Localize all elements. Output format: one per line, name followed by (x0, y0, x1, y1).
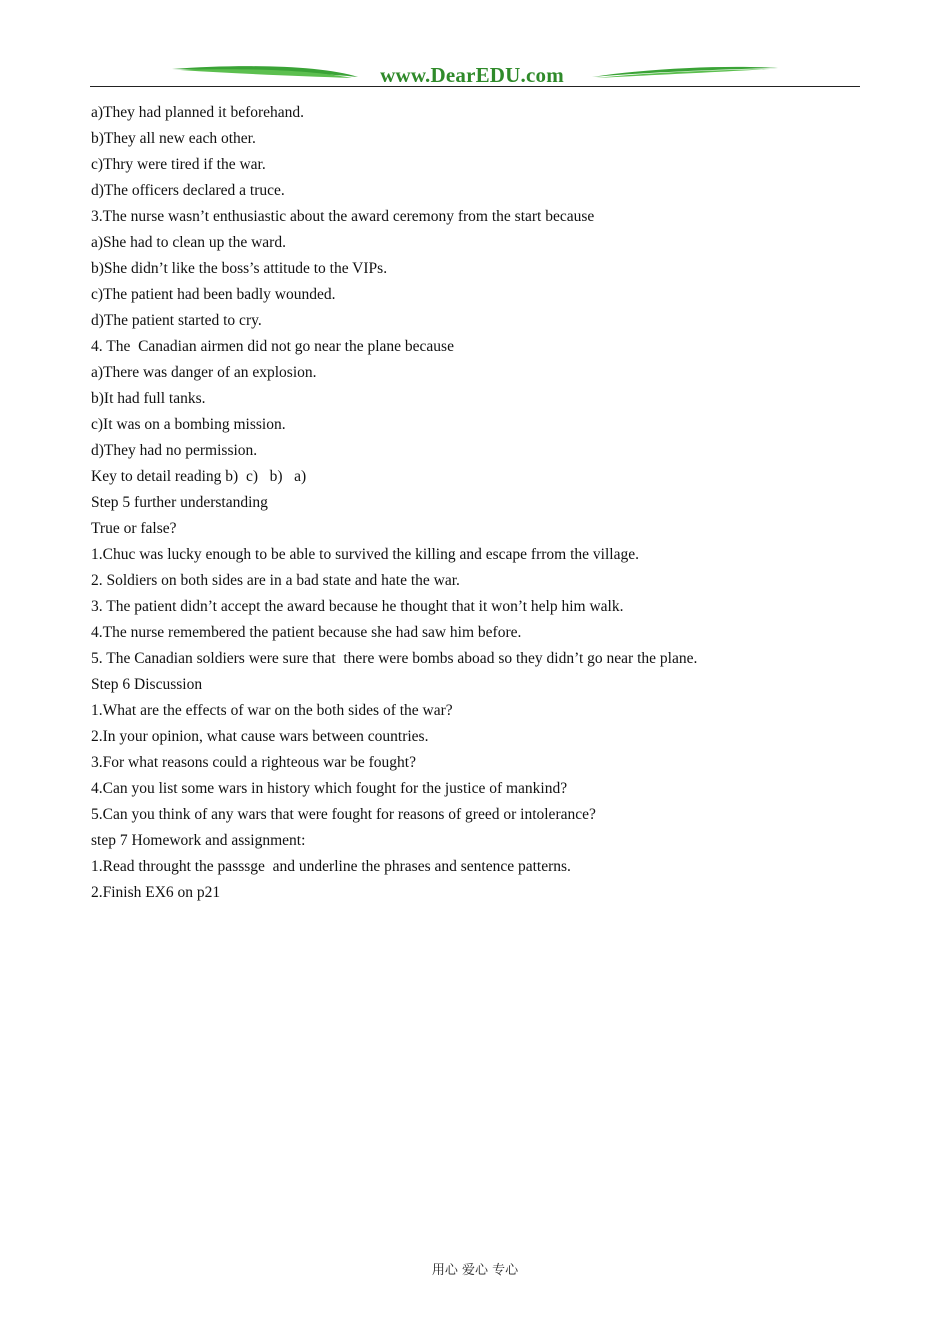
text-line: 4.Can you list some wars in history which fought for the justice of mankind? (91, 780, 568, 797)
text-line: 2.In your opinion, what cause wars between countries. (91, 728, 429, 745)
text-line: 2.Finish EX6 on p21 (91, 884, 221, 901)
page-footer: 用心 爱心 专心 (431, 1263, 519, 1278)
text-line: a)She had to clean up the ward. (91, 234, 286, 251)
page-header (90, 60, 860, 90)
text-line: d)The patient started to cry. (91, 312, 262, 329)
text-line: 1.Chuc was lucky enough to be able to survived the killing and escape frrom the village. (91, 546, 639, 563)
text-line: d)They had no permission. (91, 442, 258, 459)
step-heading: Step 5 further understanding (91, 494, 268, 511)
text-line: 2. Soldiers on both sides are in a bad state and hate the war. (91, 572, 460, 589)
text-line: True or false? (91, 520, 177, 537)
answer-key-line: Key to detail reading b) c) b) a) (91, 468, 307, 485)
step-heading: step 7 Homework and assignment: (91, 832, 306, 849)
text-line: c)The patient had been badly wounded. (91, 286, 336, 303)
question-line: 3.The nurse wasn’t enthusiastic about the award ceremony from the start because (91, 208, 595, 225)
text-line: a)There was danger of an explosion. (91, 364, 317, 381)
text-line: 4.The nurse remembered the patient because she had saw him before. (91, 624, 522, 641)
step-heading: Step 6 Discussion (91, 676, 203, 693)
text-line: b)They all new each other. (91, 130, 256, 147)
text-line: d)The officers declared a truce. (91, 182, 285, 199)
text-line: 5.Can you think of any wars that were fought for reasons of greed or intolerance? (91, 806, 596, 823)
text-line: c)It was on a bombing mission. (91, 416, 286, 433)
text-line: 3. The patient didn’t accept the award because he thought that it won’t help him walk. (91, 598, 624, 615)
document-body (91, 100, 871, 906)
site-logo: www.DearEDU.com (380, 63, 564, 87)
text-line: c)Thry were tired if the war. (91, 156, 266, 173)
text-line: a)They had planned it beforehand. (91, 104, 305, 121)
header-divider (90, 86, 860, 87)
text-line: b)It had full tanks. (91, 390, 206, 407)
text-line: b)She didn’t like the boss’s attitude to the VIPs. (91, 260, 388, 277)
text-line: 5. The Canadian soldiers were sure that there were bombs aboad so they didn’t go near the plane. (91, 650, 698, 667)
text-line: 1.Read throught the passsge and underline the phrases and sentence patterns. (91, 858, 571, 875)
question-line: 4. The Canadian airmen did not go near the plane because (91, 338, 454, 355)
text-line: 3.For what reasons could a righteous war be fought? (91, 754, 416, 771)
text-line: 1.What are the effects of war on the both sides of the war? (91, 702, 453, 719)
